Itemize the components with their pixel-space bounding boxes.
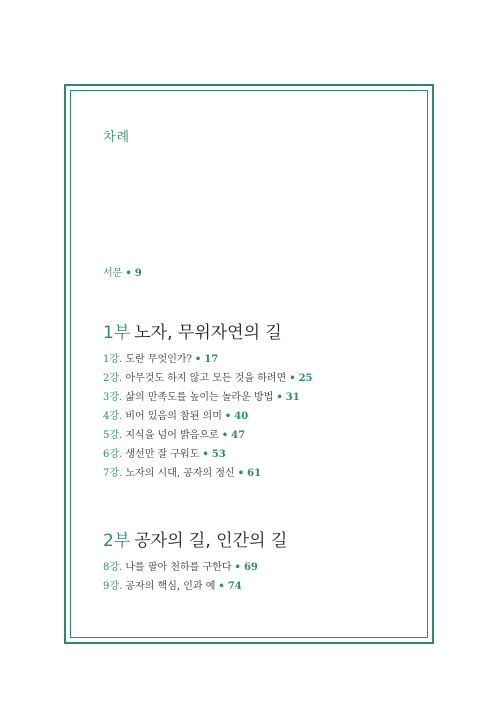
chapter-page: 69 <box>243 562 258 573</box>
bullet-icon: • <box>221 430 229 441</box>
chapter-number: 7강. <box>103 468 123 479</box>
chapter-number: 4강. <box>103 411 123 422</box>
chapter-page: 47 <box>231 430 246 441</box>
chapter-page: 31 <box>285 392 300 403</box>
chapter-title: 나를 팔아 천하를 구한다 <box>125 562 232 573</box>
part-title: 노자, 무위자연의 길 <box>134 323 282 343</box>
bullet-icon: • <box>202 449 209 460</box>
chapter-page: 61 <box>247 468 262 479</box>
bullet-icon: • <box>194 354 202 365</box>
part-2-chapter-list <box>103 558 258 596</box>
preface-page: 9 <box>134 268 142 279</box>
bullet-icon: • <box>125 268 132 279</box>
chapter-page: 17 <box>204 354 219 365</box>
preface-label: 서문 <box>103 268 123 279</box>
chapter-number: 9강. <box>103 581 123 592</box>
chapter-title: 노자의 시대, 공자의 정신 <box>125 468 235 479</box>
chapter-number: 5강. <box>103 430 123 441</box>
chapter-entry <box>103 426 313 445</box>
chapter-page: 25 <box>298 373 313 384</box>
chapter-number: 2강. <box>103 373 123 384</box>
chapter-entry <box>103 407 313 426</box>
part-2-heading <box>103 526 287 551</box>
bullet-icon: • <box>276 392 283 403</box>
chapter-entry <box>103 388 313 407</box>
part-1-heading <box>103 318 282 343</box>
chapter-number: 8강. <box>103 562 123 573</box>
chapter-title: 도란 무엇인가? <box>125 354 192 365</box>
part-number: 2부 <box>103 531 131 551</box>
chapter-title: 지식을 넘어 밝음으로 <box>125 430 219 441</box>
chapter-number: 1강. <box>103 354 123 365</box>
part-1-chapter-list <box>103 350 313 483</box>
bullet-icon: • <box>234 562 241 573</box>
part-title: 공자의 길, 인간의 길 <box>134 531 288 551</box>
bullet-icon: • <box>218 581 225 592</box>
chapter-entry <box>103 369 313 388</box>
chapter-entry <box>103 577 258 596</box>
chapter-number: 3강. <box>103 392 123 403</box>
bullet-icon: • <box>224 411 232 422</box>
chapter-entry <box>103 558 258 577</box>
chapter-title: 아무것도 하지 않고 모든 것을 하려면 <box>125 373 287 384</box>
chapter-title: 공자의 핵심, 인과 예 <box>125 581 216 592</box>
preface-entry <box>103 264 142 279</box>
chapter-page: 74 <box>227 581 242 592</box>
chapter-title: 생선만 잘 구워도 <box>125 449 200 460</box>
toc-title: 차례 <box>103 130 131 145</box>
chapter-page: 40 <box>234 411 249 422</box>
chapter-number: 6강. <box>103 449 123 460</box>
chapter-title: 삶의 만족도를 높이는 놀라운 방법 <box>125 392 274 403</box>
chapter-entry <box>103 445 313 464</box>
bullet-icon: • <box>289 373 296 384</box>
chapter-page: 53 <box>211 449 226 460</box>
bullet-icon: • <box>237 468 245 479</box>
chapter-title: 비어 있음의 참된 의미 <box>125 411 222 422</box>
chapter-entry <box>103 464 313 483</box>
chapter-entry <box>103 350 313 369</box>
part-number: 1부 <box>103 323 131 343</box>
